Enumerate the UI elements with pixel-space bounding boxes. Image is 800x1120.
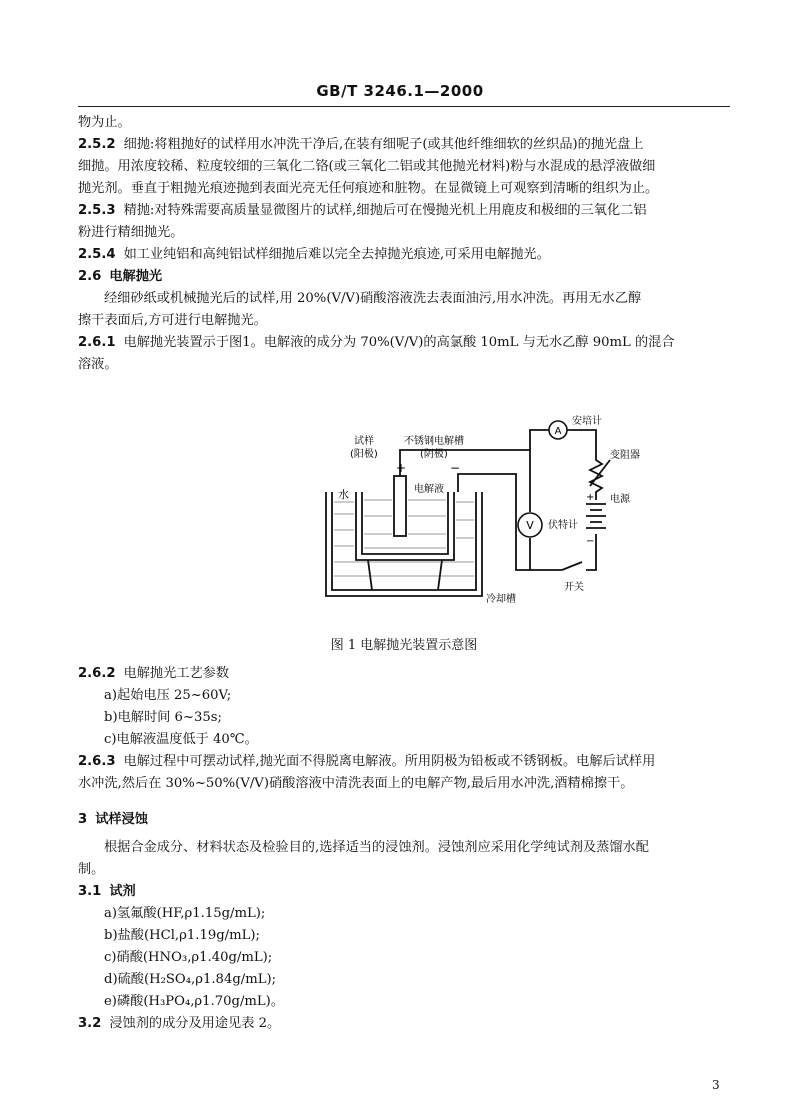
label-sample: 试样 xyxy=(354,436,374,447)
voltmeter-return-wire xyxy=(530,538,562,570)
section-number: 3 xyxy=(78,812,88,827)
text-line: 根据合金成分、材料状态及检验目的,选择适当的浸蚀剂。浸蚀剂应采用化学纯试剂及蒸馏水配 xyxy=(104,840,649,855)
section-2-6-1 xyxy=(78,332,730,354)
section-3-heading xyxy=(78,809,730,831)
document-body xyxy=(78,112,730,1035)
section-number: 2.6.2 xyxy=(78,666,116,681)
list-item: c)硝酸(HNO₃,ρ1.40g/mL); xyxy=(104,950,273,965)
section-title: 电解抛光工艺参数 xyxy=(123,666,230,681)
label-water: 水 xyxy=(338,488,349,501)
list-item: a)氢氟酸(HF,ρ1.15g/mL); xyxy=(104,906,266,921)
text-line: 细抛。用浓度较稀、粒度较细的三氧化二铬(或三氧化二铝或其他抛光材料)粉与水混成的悬浮液做细 xyxy=(78,159,656,174)
section-2-5-4 xyxy=(78,244,730,266)
battery-plus: + xyxy=(586,492,595,503)
text-line: 细抛:将粗抛好的试样用水冲洗干净后,在装有细呢子(或其他纤维细软的丝织品)的抛光盘上 xyxy=(123,137,644,152)
section-title: 试样浸蚀 xyxy=(95,812,148,827)
anode-plus: + xyxy=(396,461,407,475)
sample-anode xyxy=(394,476,406,536)
ammeter-symbol: A xyxy=(554,426,562,437)
text-line: 如工业纯铝和高纯铝试样细抛后难以完全去掉抛光痕迹,可采用电解抛光。 xyxy=(123,247,550,262)
page-header: GB/T 3246.1—2000 xyxy=(316,82,484,100)
label-rheostat: 变阻器 xyxy=(610,450,640,461)
battery-minus: − xyxy=(586,536,595,547)
label-cathode-vessel: 不锈钢电解槽 xyxy=(404,436,464,447)
section-number: 3.2 xyxy=(78,1016,102,1031)
section-number: 2.6 xyxy=(78,269,102,284)
label-ammeter: 安培计 xyxy=(572,416,602,427)
section-number: 2.5.2 xyxy=(78,137,116,152)
text-line: 粉进行精细抛光。 xyxy=(78,225,184,240)
section-2-6-heading xyxy=(78,266,730,288)
text-line: 精抛:对特殊需要高质量显微图片的试样,细抛后可在慢抛光机上用鹿皮和极细的三氧化二铝 xyxy=(123,203,647,218)
label-voltmeter: 伏特计 xyxy=(548,520,578,531)
list-item: e)磷酸(H₃PO₄,ρ1.70g/mL)。 xyxy=(104,994,285,1009)
section-2-6-2-heading xyxy=(78,663,730,685)
section-2-6-3 xyxy=(78,751,730,773)
text-line: 物为止。 xyxy=(78,115,131,130)
label-switch: 开关 xyxy=(564,582,584,593)
text-line: 电解抛光装置示于图1。电解液的成分为 70%(V/V)的高氯酸 10mL 与无水乙醇 90mL 的混合 xyxy=(123,335,675,350)
section-number: 3.1 xyxy=(78,884,102,899)
label-electrolyte: 电解液 xyxy=(414,484,444,495)
text-line: 水冲洗,然后在 30%~50%(V/V)硝酸溶液中清洗表面上的电解产物,最后用水冲洗,酒精棉擦干。 xyxy=(78,776,634,791)
figure-caption: 图 1 电解抛光装置示意图 xyxy=(330,638,478,653)
list-item: b)盐酸(HCl,ρ1.19g/mL); xyxy=(104,928,260,943)
text-line: 浸蚀剂的成分及用途见表 2。 xyxy=(109,1016,281,1031)
section-2-5-3 xyxy=(78,200,730,222)
section-number: 2.6.3 xyxy=(78,754,116,769)
section-title: 电解抛光 xyxy=(109,269,163,284)
list-item: c)电解液温度低于 40℃。 xyxy=(104,732,258,747)
list-item: a)起始电压 25~60V; xyxy=(104,688,232,703)
label-anode: (阳极) xyxy=(350,449,378,460)
section-number: 2.6.1 xyxy=(78,335,116,350)
voltmeter-symbol: V xyxy=(526,519,534,532)
text-line: 擦干表面后,方可进行电解抛光。 xyxy=(78,313,267,328)
section-number: 2.5.3 xyxy=(78,203,116,218)
section-2-5-2 xyxy=(78,134,730,156)
page-number: 3 xyxy=(712,1078,720,1092)
section-title: 试剂 xyxy=(109,884,136,899)
text-line: 电解过程中可摆动试样,抛光面不得脱离电解液。所用阴极为铅板或不锈钢板。电解后试样用 xyxy=(123,754,656,769)
header-rule xyxy=(78,106,730,107)
electropolishing-diagram xyxy=(78,410,730,630)
section-3-1-heading xyxy=(78,881,730,903)
section-number: 2.5.4 xyxy=(78,247,116,262)
text-line: 抛光剂。垂直于粗抛光痕迹抛到表面光亮无任何痕迹和脏物。在显微镜上可观察到清晰的组织为止。 xyxy=(78,181,659,196)
text-line: 经细砂纸或机械抛光后的试样,用 20%(V/V)硝酸溶液洗去表面油污,用水冲洗。再用无水乙醇 xyxy=(104,291,642,306)
cathode-minus: − xyxy=(450,461,461,475)
label-cooling-tank: 冷却槽 xyxy=(486,594,516,605)
switch-blade xyxy=(562,562,582,570)
figure-1 xyxy=(78,410,730,630)
list-item: d)硫酸(H₂SO₄,ρ1.84g/mL); xyxy=(104,972,277,987)
label-power: 电源 xyxy=(610,494,630,505)
text-line: 制。 xyxy=(78,862,105,877)
text-line: 溶液。 xyxy=(78,357,118,372)
section-3-2 xyxy=(78,1013,730,1035)
list-item: b)电解时间 6~35s; xyxy=(104,710,222,725)
label-cathode: (阴极) xyxy=(420,449,448,460)
